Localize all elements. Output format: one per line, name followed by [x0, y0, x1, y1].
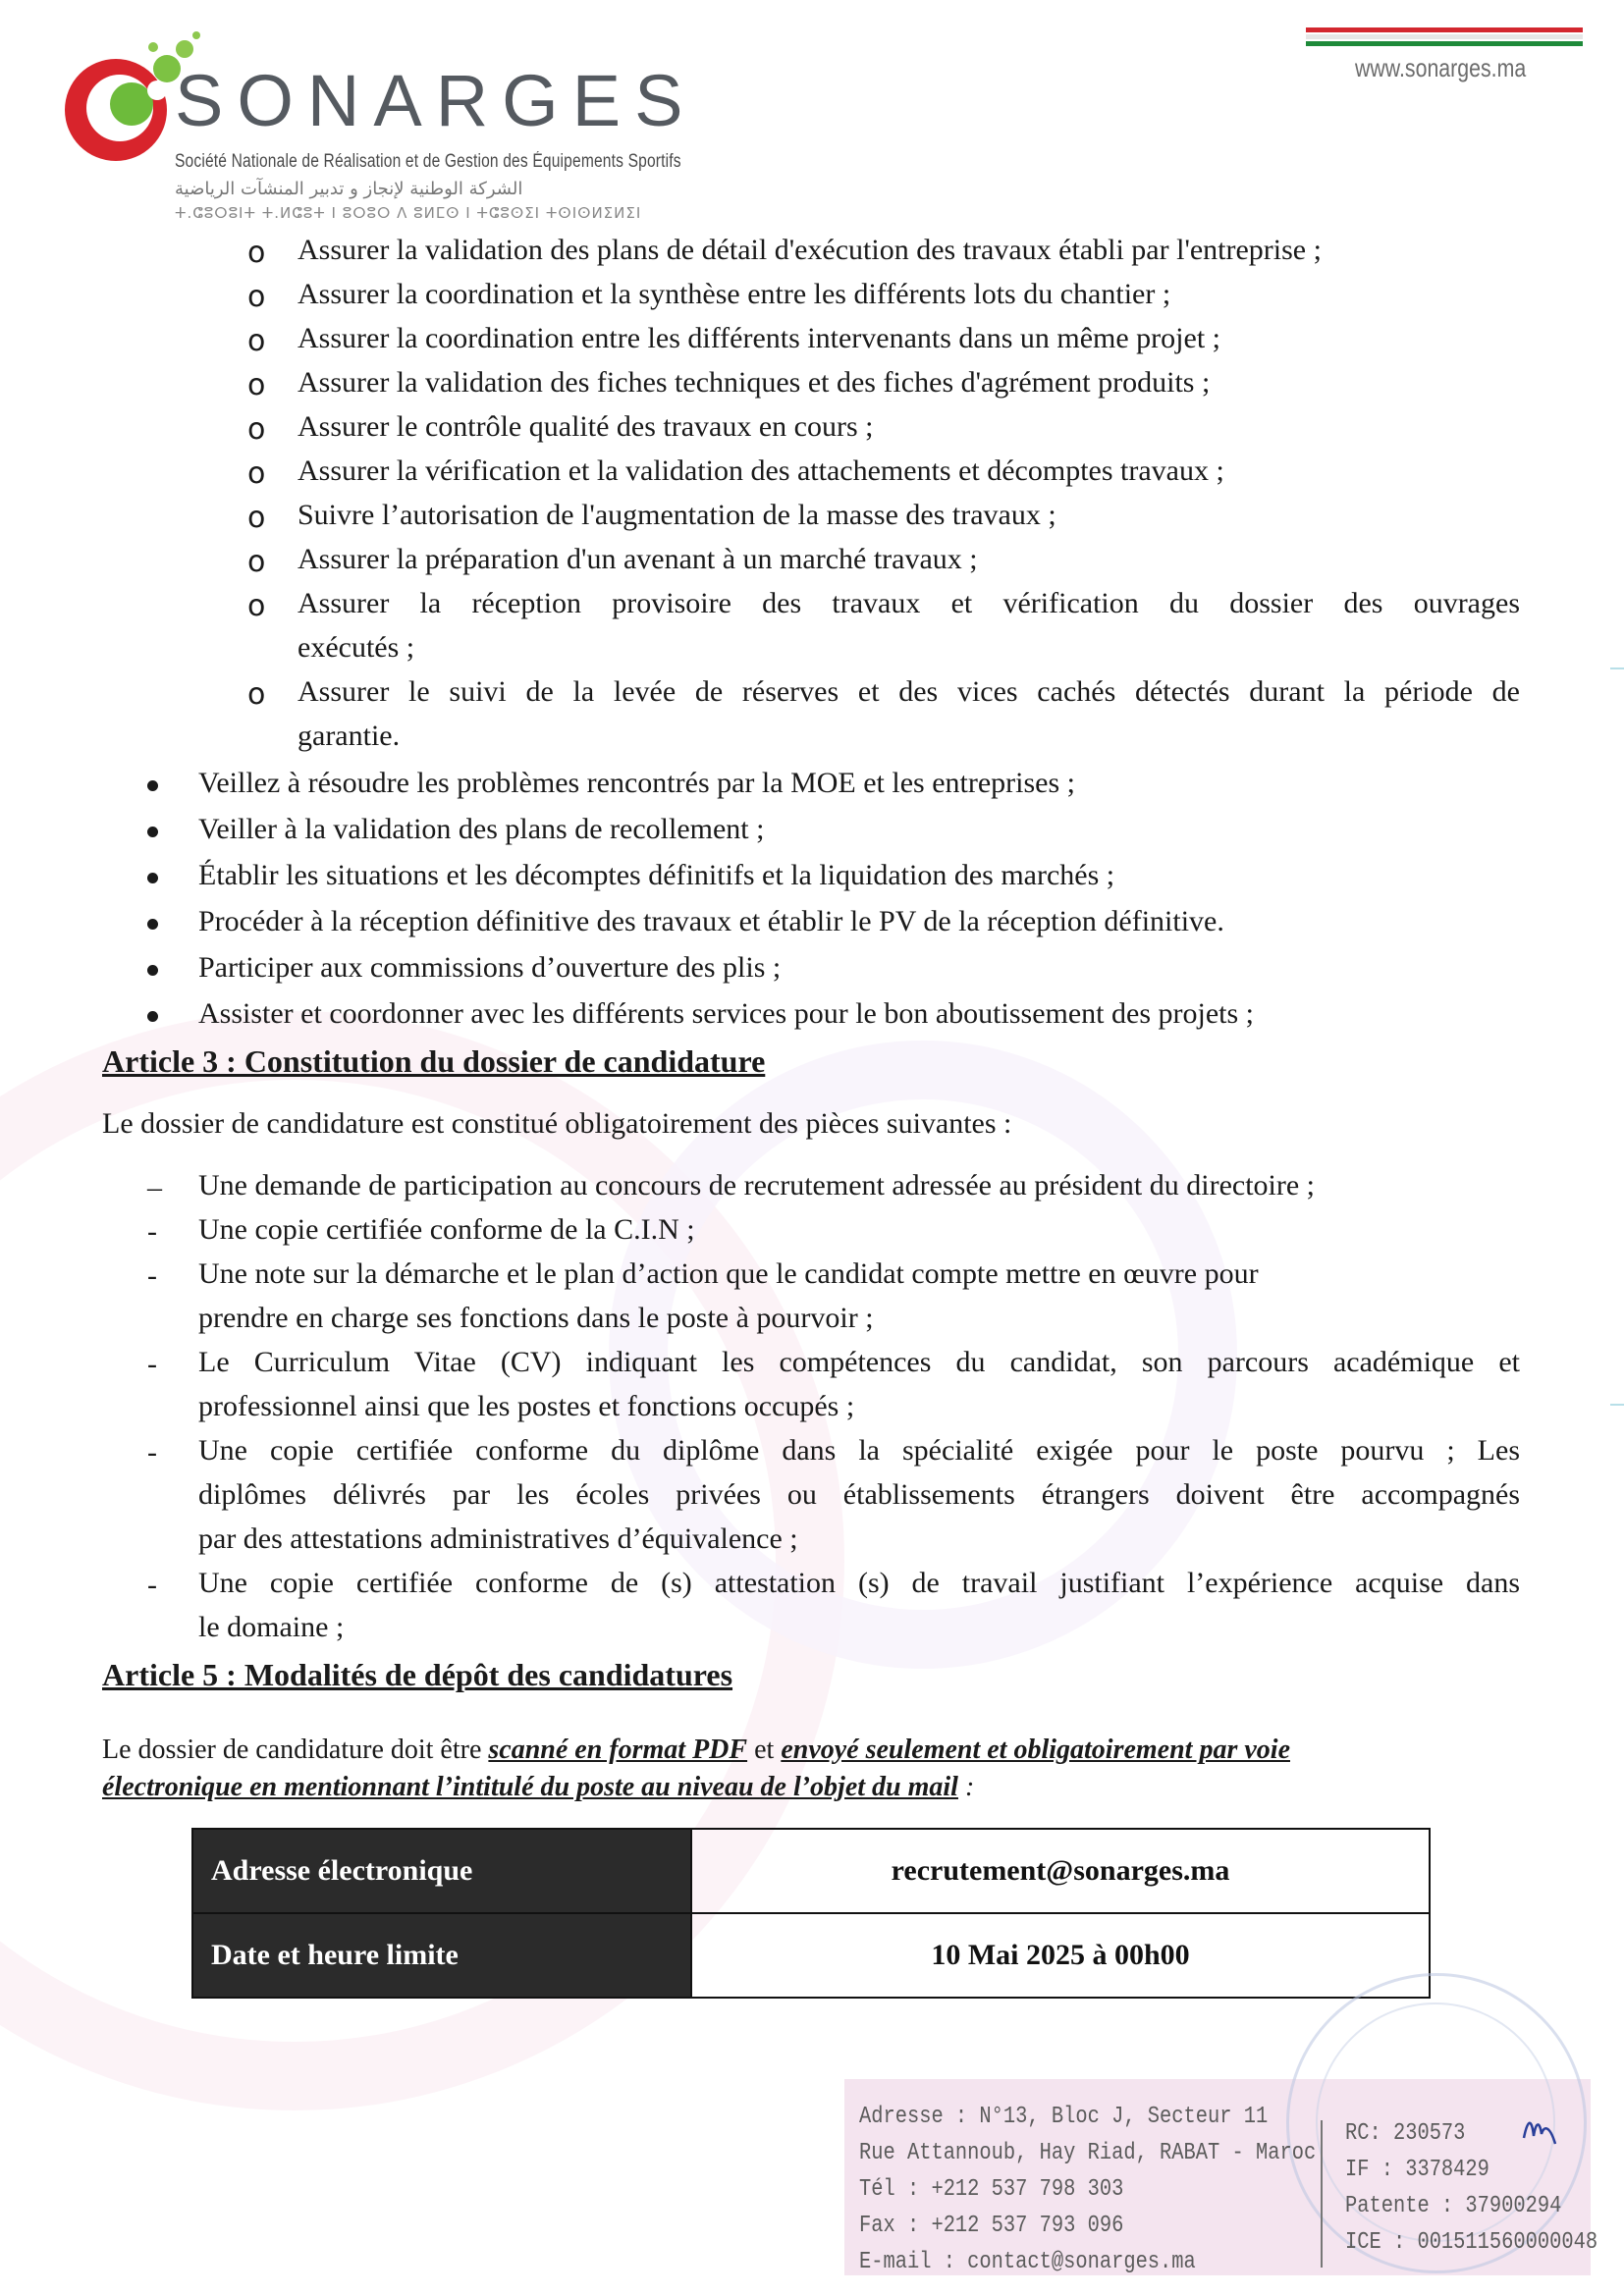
list-item: Le Curriculum Vitae (CV) indiquant les compétences du candidat, son parcours académique et: [198, 1346, 1520, 1378]
circle-bullet-icon: o: [247, 456, 266, 491]
list-item: Assurer la validation des fiches techniques et des fiches d'agrément produits ;: [298, 366, 1211, 399]
dash-bullet-icon: -: [147, 1215, 157, 1248]
table-row: [192, 1829, 1430, 1913]
circle-bullet-icon: o: [247, 368, 266, 402]
list-item: Assurer la vérification et la validation des attachements et décomptes travaux ;: [298, 454, 1224, 487]
article-3-heading: Article 3 : Constitution du dossier de candidature: [102, 1043, 766, 1079]
intro-emphasis-subject: électronique en mentionnant l’intitulé du poste au niveau de l’objet du mail: [102, 1772, 958, 1802]
footer-divider: [1321, 2120, 1323, 2268]
dash-bullet-icon: -: [147, 1436, 157, 1468]
list-item-continuation: le domaine ;: [198, 1611, 345, 1643]
dash-bullet-icon: -: [147, 1259, 157, 1292]
footer-if: IF : 3378429: [1345, 2157, 1489, 2183]
dot-bullet-icon: [147, 965, 158, 976]
list-item-continuation: par des attestations administratives d’équivalence ;: [198, 1522, 798, 1555]
footer-rc: RC: 230573: [1345, 2120, 1466, 2147]
edge-mark: [1610, 1404, 1624, 1406]
list-item: Veillez à résoudre les problèmes rencontrés par la MOE et les entreprises ;: [198, 767, 1075, 799]
footer-fax: Fax : +212 537 793 096: [859, 2213, 1124, 2239]
dot-bullet-icon: [147, 827, 158, 837]
footer-phone: Tél : +212 537 798 303: [859, 2176, 1124, 2203]
list-item: Une demande de participation au concours de recrutement adressée au président du directoire ;: [198, 1169, 1316, 1201]
list-item: Assurer le contrôle qualité des travaux en cours ;: [298, 410, 874, 443]
logo-subtitle-arabic: الشركة الوطنية لإنجاز و تدبير المنشآت الرياضية: [175, 179, 523, 199]
intro-text: :: [957, 1772, 975, 1802]
list-item-continuation: professionnel ainsi que les postes et fonctions occupés ;: [198, 1390, 855, 1422]
footer-address-line: Adresse : N°13, Bloc J, Secteur 11: [859, 2104, 1269, 2130]
intro-text: Le dossier de candidature doit être: [102, 1735, 489, 1765]
article-5-intro-line-1: [102, 1735, 1290, 1765]
list-item: Suivre l’autorisation de l'augmentation de la masse des travaux ;: [298, 499, 1056, 531]
website-url: www.sonarges.ma: [1355, 53, 1527, 82]
dot-bullet-icon: [147, 780, 158, 791]
intro-emphasis-pdf: scanné en format PDF: [488, 1735, 748, 1765]
list-item: Une copie certifiée conforme du diplôme dans la spécialité exigée pour le poste pourvu ; Les: [198, 1434, 1520, 1467]
flag-color-bar: [1306, 27, 1583, 47]
list-item: Assurer le suivi de la levée de réserves et des vices cachés détectés durant la période de: [298, 675, 1520, 708]
submission-table: [191, 1828, 1431, 1999]
table-value-deadline: 10 Mai 2025 à 00h00: [691, 1913, 1430, 1998]
list-item: Procéder à la réception définitive des travaux et établir le PV de la réception définitive.: [198, 905, 1224, 937]
list-item: Une copie certifiée conforme de la C.I.N ;: [198, 1213, 695, 1246]
edge-mark: [1610, 667, 1624, 669]
list-item-continuation: garantie.: [298, 720, 401, 752]
footer-patente: Patente : 37900294: [1345, 2193, 1562, 2219]
list-item-continuation: prendre en charge ses fonctions dans le poste à pourvoir ;: [198, 1302, 874, 1334]
intro-emphasis-email: envoyé seulement et obligatoirement par voie: [781, 1735, 1290, 1765]
footer-ice: ICE : 001511560000048: [1345, 2229, 1598, 2256]
list-item: Assurer la coordination entre les différents intervenants dans un même projet ;: [298, 322, 1220, 354]
circle-bullet-icon: o: [247, 280, 266, 314]
dash-bullet-icon: -: [147, 1348, 157, 1380]
list-item-continuation: diplômes délivrés par les écoles privées ou établissements étrangers doivent être accompagnés: [198, 1478, 1520, 1511]
list-item: Assurer la réception provisoire des travaux et vérification du dossier des ouvrages: [298, 587, 1520, 619]
circle-bullet-icon: o: [247, 324, 266, 358]
list-item: Assurer la validation des plans de détail d'exécution des travaux établi par l'entreprise ;: [298, 234, 1322, 266]
article-5-intro-line-2: [102, 1773, 974, 1802]
dash-bullet-icon: –: [147, 1171, 162, 1203]
list-item: Une note sur la démarche et le plan d’action que le candidat compte mettre en œuvre pour: [198, 1257, 1259, 1290]
table-label-deadline: Date et heure limite: [192, 1913, 691, 1998]
article-3-intro: Le dossier de candidature est constitué obligatoirement des pièces suivantes :: [102, 1107, 1012, 1140]
list-item: Établir les situations et les décomptes définitifs et la liquidation des marchés ;: [198, 859, 1115, 891]
circle-bullet-icon: o: [247, 236, 266, 270]
intro-text: et: [747, 1735, 782, 1765]
list-item: Une copie certifiée conforme de (s) attestation (s) de travail justifiant l’expérience acquise dans: [198, 1567, 1520, 1599]
signature-mark-icon: [1520, 2109, 1559, 2148]
logo-subtitle-french: Société Nationale de Réalisation et de Gestion des Équipements Sportifs: [175, 151, 681, 172]
sonarges-logo: [59, 29, 727, 222]
list-item: Assurer la préparation d'un avenant à un marché travaux ;: [298, 543, 978, 575]
article-5-heading: Article 5 : Modalités de dépôt des candidatures: [102, 1657, 733, 1692]
dot-bullet-icon: [147, 919, 158, 930]
circle-bullet-icon: o: [247, 589, 266, 623]
table-value-email[interactable]: recrutement@sonarges.ma: [691, 1829, 1430, 1913]
footer-address-line: Rue Attannoub, Hay Riad, RABAT - Maroc: [859, 2140, 1317, 2166]
dash-bullet-icon: -: [147, 1569, 157, 1601]
logo-subtitle-tifinagh: ⵜ.ⵛⵓⵔⵓⵏⵜ ⵜ.ⵍⵛⵓⵜ ⵏ ⵓⵔⵓⵔ ⴷ ⵓⵍⵎⵙ ⵏ ⵜⵛⵓⵙⵉⵏ ⵜⵙⵏⵙⵍⵉⵍⵉⵏ: [175, 204, 642, 222]
circle-bullet-icon: o: [247, 412, 266, 447]
list-item: Participer aux commissions d’ouverture des plis ;: [198, 951, 782, 984]
logo-wordmark: SONARGES: [175, 60, 697, 141]
footer-email[interactable]: E-mail : contact@sonarges.ma: [859, 2249, 1196, 2275]
table-row: [192, 1913, 1430, 1998]
circle-bullet-icon: o: [247, 545, 266, 579]
table-label-email: Adresse électronique: [192, 1829, 691, 1913]
list-item-continuation: exécutés ;: [298, 631, 415, 664]
list-item: Assurer la coordination et la synthèse entre les différents lots du chantier ;: [298, 278, 1171, 310]
list-item: Assister et coordonner avec les différents services pour le bon aboutissement des projets ;: [198, 997, 1254, 1030]
dot-bullet-icon: [147, 873, 158, 883]
circle-bullet-icon: o: [247, 501, 266, 535]
circle-bullet-icon: o: [247, 677, 266, 712]
dot-bullet-icon: [147, 1011, 158, 1022]
list-item: Veiller à la validation des plans de recollement ;: [198, 813, 765, 845]
